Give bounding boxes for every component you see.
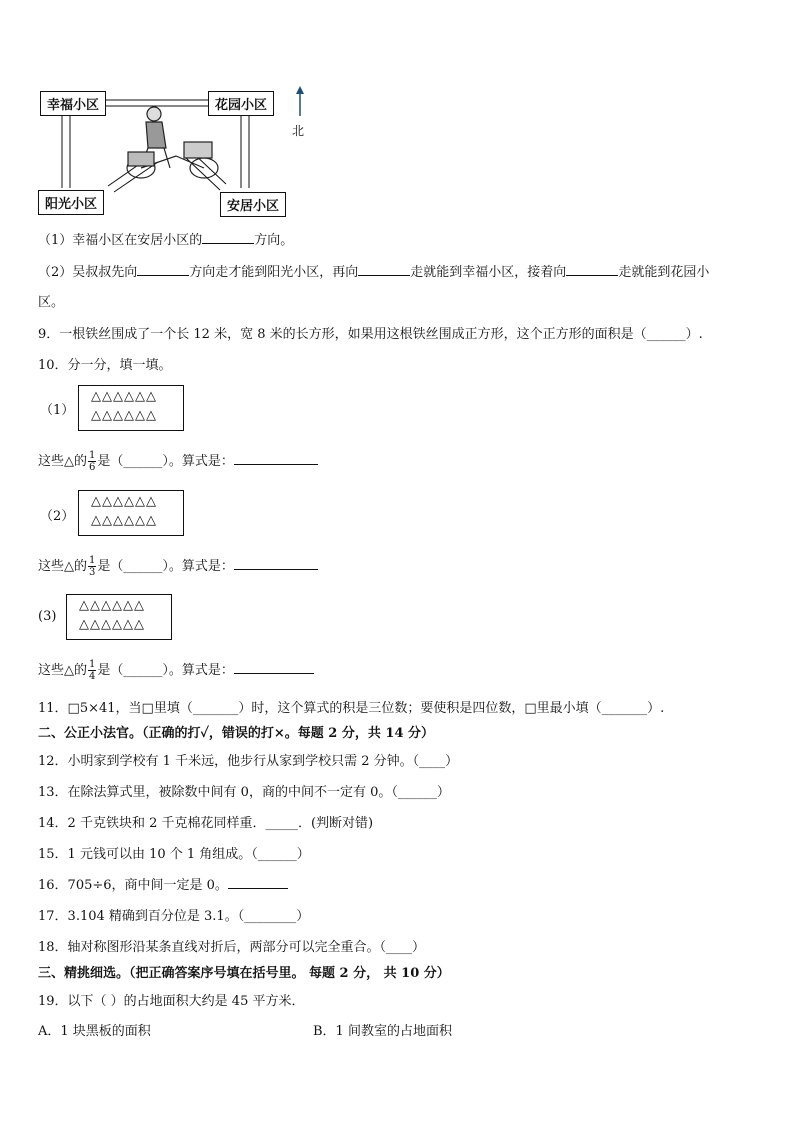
q15-text: 15．1 元钱可以由 10 个 1 角组成。（______） <box>38 847 310 862</box>
q14-text: 14．2 千克铁块和 2 千克棉花同样重．_____．(判断对错) <box>38 816 374 831</box>
answer-blank[interactable] <box>228 876 288 889</box>
map-figure <box>36 86 316 216</box>
fraction: $\frac{1}{3}$ <box>89 555 96 578</box>
q10-part2-box: △△△△△△ △△△△△△ <box>78 490 184 536</box>
q10-part2-question: 这些△的 $\frac{1}{3}$ 是（______）。算式是： <box>38 555 318 578</box>
q17-text: 17．3.104 精确到百分位是 3.1。（________） <box>38 909 310 924</box>
q19-text: 19．以下（ ）的占地面积大约是 45 平方米． <box>38 994 305 1009</box>
answer-blank[interactable] <box>234 452 318 465</box>
q10-part3-question: 这些△的 $\frac{1}{4}$ 是（______）。算式是： <box>38 659 314 682</box>
q18-text: 18．轴对称图形沿某条直线对折后，两部分可以完全重合。（____） <box>38 940 426 955</box>
q10-part1-box: △△△△△△ △△△△△△ <box>78 385 184 431</box>
q8-part1: （1）幸福小区在安居小区的 方向。 <box>38 233 294 248</box>
q19-option-b[interactable]: B．1 间教室的占地面积 <box>313 1024 452 1039</box>
q10-part3-label: (3) <box>38 609 57 624</box>
q11-text: 11．□5×41，当□里填（_______）时，这个算式的积是三位数；要使积是四位数，□里最小填（_______）. <box>38 701 665 716</box>
q13-text: 13．在除法算式里，被除数中间有 0，商的中间不一定有 0。（______） <box>38 785 450 800</box>
answer-blank[interactable] <box>234 557 318 570</box>
q8-part2-cont: 区。 <box>38 295 65 310</box>
label-yangguang: 阳光小区 <box>38 190 104 215</box>
q10-part1-label: （1） <box>40 403 75 418</box>
answer-blank[interactable] <box>566 263 618 276</box>
q10-part1-question: 这些△的 $\frac{1}{6}$ 是（______）。算式是： <box>38 450 318 473</box>
q10-part2-label: （2） <box>40 509 75 524</box>
cyclist-illustration <box>127 107 218 178</box>
answer-blank[interactable] <box>358 263 410 276</box>
answer-blank[interactable] <box>137 263 189 276</box>
fraction: $\frac{1}{4}$ <box>89 659 96 682</box>
answer-blank[interactable] <box>234 661 314 674</box>
q9-text: 9．一根铁丝围成了一个长 12 米，宽 8 米的长方形，如果用这根铁丝围成正方形，这个正方形的面积是（______）. <box>38 327 703 342</box>
section2-title: 二、公正小法官。（正确的打✓，错误的打×。每题 2 分，共 14 分） <box>38 726 435 741</box>
q19-option-a[interactable]: A．1 块黑板的面积 <box>38 1024 151 1039</box>
q10-part3-box: △△△△△△ △△△△△△ <box>66 594 172 640</box>
answer-blank[interactable] <box>202 231 254 244</box>
label-anju: 安居小区 <box>220 192 286 217</box>
q10-title: 10．分一分，填一填。 <box>38 358 172 373</box>
fraction: $\frac{1}{6}$ <box>89 450 96 473</box>
q12-text: 12．小明家到学校有 1 千米远，他步行从家到学校只需 2 分钟。（____） <box>38 754 459 769</box>
section3-title: 三、精挑细选。（把正确答案序号填在括号里。 每题 2 分， 共 10 分） <box>38 966 450 981</box>
q8-part2: （2）吴叔叔先向 方向走才能到阳光小区，再向 走就能到幸福小区，接着向 走就能到花园小 <box>38 265 710 280</box>
q16-line: 16．705÷6，商中间一定是 0。 <box>38 874 288 893</box>
label-xingfu: 幸福小区 <box>40 91 106 116</box>
north-label: 北 <box>292 124 305 138</box>
label-huayuan: 花园小区 <box>208 91 274 116</box>
